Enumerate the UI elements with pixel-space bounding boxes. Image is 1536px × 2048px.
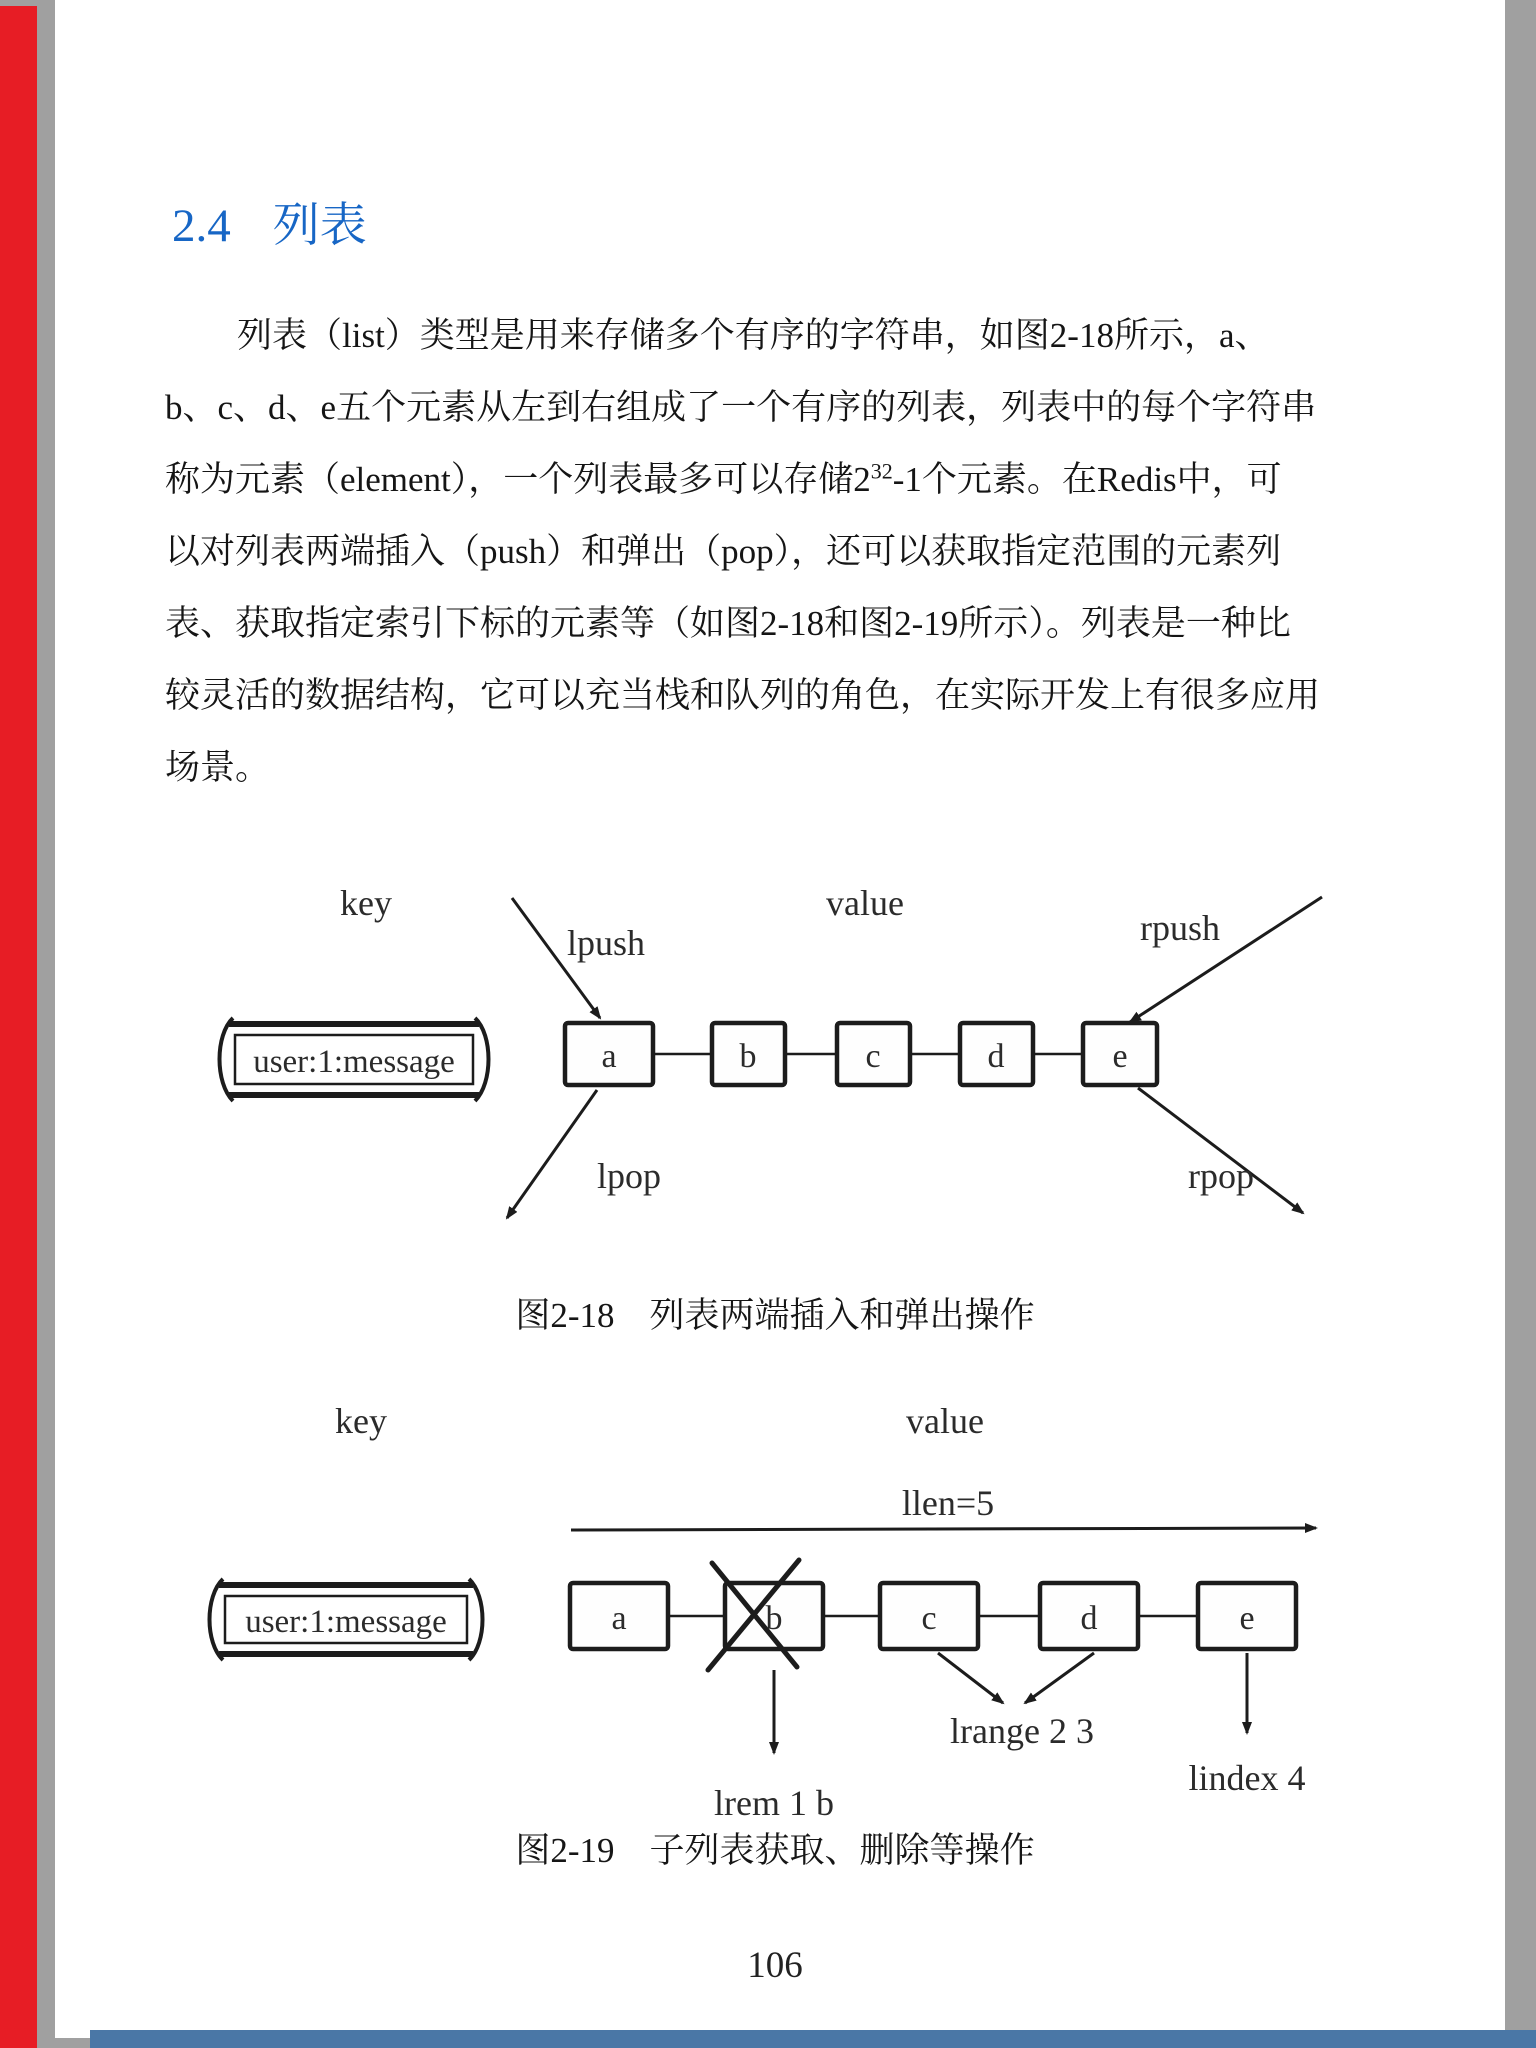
key-box-text: user:1:message — [253, 1044, 455, 1080]
element-letter: a — [601, 1038, 617, 1075]
paragraph-text: 称为元素（element），一个列表最多可以存储2 — [165, 460, 871, 499]
page-number: 106 — [747, 1945, 803, 1986]
key-box — [220, 1018, 489, 1101]
llen-arrow — [571, 1528, 1316, 1530]
section-number: 2.4 — [172, 200, 231, 252]
rpush-label: rpush — [1140, 908, 1220, 948]
paragraph-line — [165, 444, 1355, 516]
left-edge-red-bar — [0, 6, 37, 2048]
lpop-arrow — [507, 1090, 597, 1218]
figure-2-18-caption: 图2-18 列表两端插入和弹出操作 — [515, 1296, 1035, 1335]
body-paragraph — [165, 300, 1355, 804]
key-box-right-bracket — [475, 1018, 489, 1101]
lrange-arrow-from-d — [1025, 1653, 1094, 1703]
value-label: value — [906, 1401, 984, 1441]
element-letter: c — [865, 1038, 881, 1075]
bottom-blue-bar — [90, 2030, 1536, 2048]
paragraph-line: 以对列表两端插入（push）和弹出（pop），还可以获取指定范围的元素列 — [165, 532, 1282, 571]
figure-2-18-diagram — [100, 855, 1500, 1355]
section-title: 列表 — [272, 200, 367, 252]
key-box-text: user:1:message — [245, 1604, 447, 1640]
paragraph-line: 列表（list）类型是用来存储多个有序的字符串，如图2-18所示，a、 — [237, 316, 1270, 355]
element-letter: a — [611, 1600, 627, 1637]
element-letter: b — [739, 1038, 757, 1075]
element-letter: c — [921, 1600, 937, 1637]
lrem-label: lrem 1 b — [714, 1783, 834, 1823]
lrange-label: lrange 2 3 — [950, 1711, 1094, 1751]
value-label: value — [826, 883, 904, 923]
key-label: key — [335, 1401, 387, 1441]
figure-2-19-diagram — [100, 1365, 1500, 1880]
section-heading — [172, 188, 367, 255]
paragraph-line: 表、获取指定索引下标的元素等（如图2-18和图2-19所示）。列表是一种比 — [165, 604, 1291, 643]
lpush-label: lpush — [567, 923, 646, 963]
paragraph-line: 场景。 — [165, 748, 271, 787]
figure-2-19-caption: 图2-19 子列表获取、删除等操作 — [515, 1831, 1035, 1870]
paragraph-line: 较灵活的数据结构，它可以充当栈和队列的角色，在实际开发上有很多应用 — [165, 676, 1321, 715]
element-letter: e — [1239, 1600, 1255, 1637]
element-letter: e — [1112, 1038, 1128, 1075]
superscript-exponent: 32 — [870, 458, 893, 484]
lpop-label: lpop — [597, 1156, 662, 1196]
paragraph-line: b、c、d、e五个元素从左到右组成了一个有序的列表，列表中的每个字符串 — [165, 388, 1317, 427]
key-box-left-bracket — [220, 1018, 234, 1101]
key-box-left-bracket — [210, 1579, 224, 1660]
rpop-label: rpop — [1188, 1156, 1254, 1196]
element-letter: d — [1080, 1600, 1098, 1637]
key-box-right-bracket — [469, 1579, 483, 1660]
key-box — [210, 1579, 483, 1660]
key-label: key — [340, 883, 392, 923]
lindex-label: lindex 4 — [1188, 1758, 1306, 1798]
element-letter: b — [765, 1600, 783, 1637]
paragraph-text: -1个元素。在Redis中，可 — [892, 460, 1282, 499]
llen-label: llen=5 — [901, 1483, 995, 1523]
element-letter: d — [987, 1038, 1005, 1075]
lrange-arrow-from-c — [938, 1653, 1003, 1703]
